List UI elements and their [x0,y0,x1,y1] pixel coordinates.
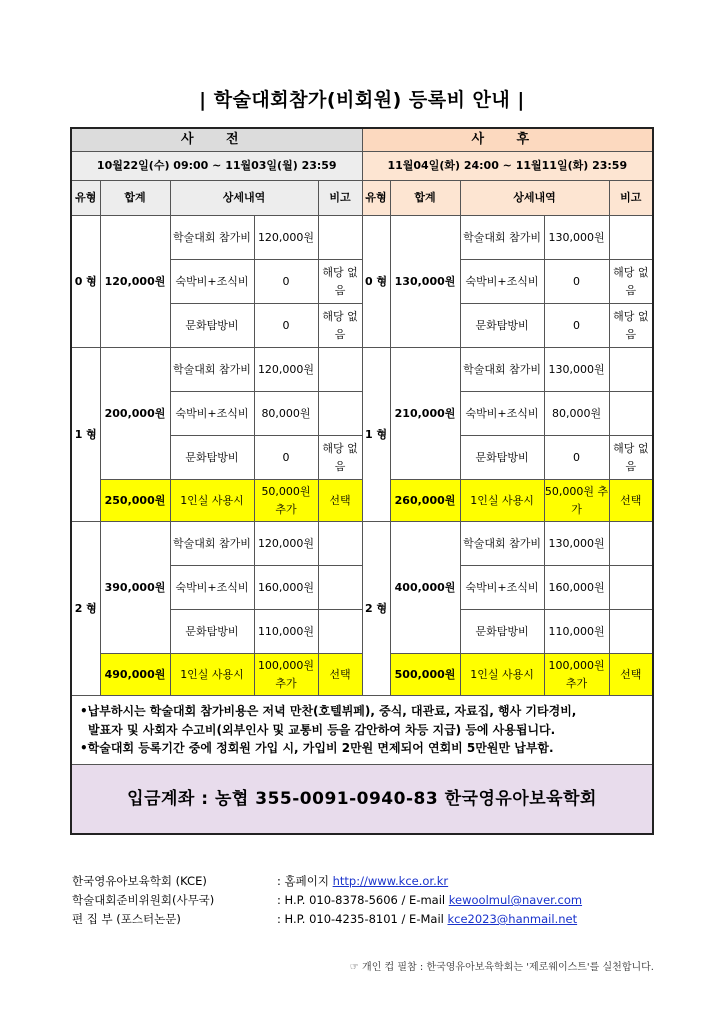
item-tour: 문화탐방비 [460,436,544,480]
item-fee: 학술대회 참가비 [460,522,544,566]
type-label: 1 형 [362,348,390,522]
item-lodging: 숙박비+조식비 [170,566,254,610]
note-cell [318,348,362,392]
note-cell: 해당 없음 [318,436,362,480]
note-cell: 해당 없음 [318,304,362,348]
value-cell: 160,000원 [544,566,609,610]
total-cell: 210,000원 [390,348,460,480]
contact-label: : 홈페이지 [277,874,333,888]
contact-org: 학술대회준비위원회(사무국) [72,893,215,907]
item-single: 1인실 사용시 [170,480,254,522]
email-link[interactable]: kewoolmul@naver.com [448,893,583,907]
choice-label: 선택 [609,480,653,522]
note-cell [609,610,653,654]
item-fee: 학술대회 참가비 [170,522,254,566]
post-header: 사 후 [362,128,653,152]
choice-label: 선택 [318,654,362,696]
note-cell [318,522,362,566]
note-line-2: 발표자 및 사회자 수고비(외부인사 및 교통비 등을 감안하여 차등 지급) 등에 사용됩니다. [88,722,556,737]
notes-box [71,696,653,765]
value-cell: 0 [544,260,609,304]
note-cell [318,392,362,436]
type-label: 0 형 [362,216,390,348]
value-cell: 0 [254,260,318,304]
value-cell: 110,000원 [544,610,609,654]
item-lodging: 숙박비+조식비 [460,566,544,610]
value-cell: 0 [254,304,318,348]
col-detail: 상세내역 [460,181,609,216]
type-label: 2 형 [362,522,390,696]
item-single: 1인실 사용시 [460,480,544,522]
single-room-total: 260,000원 [390,480,460,522]
contact-org: 한국영유아보육학회 (KCE) [72,874,207,888]
type-label: 0 형 [71,216,100,348]
item-fee: 학술대회 참가비 [460,348,544,392]
item-lodging: 숙박비+조식비 [460,260,544,304]
note-cell [318,216,362,260]
type-label: 1 형 [71,348,100,522]
note-line-3: •학술대회 등록기간 중에 정회원 가입 시, 가입비 2만원 면제되어 연회비 5만원만 납부함. [80,741,554,756]
fee-table [70,127,654,835]
col-detail: 상세내역 [170,181,318,216]
item-tour: 문화탐방비 [170,610,254,654]
note-cell: 해당 없음 [609,436,653,480]
item-single: 1인실 사용시 [170,654,254,696]
value-cell: 130,000원 [544,522,609,566]
col-total: 합계 [100,181,170,216]
item-single: 1인실 사용시 [460,654,544,696]
type-label: 2 형 [71,522,100,696]
col-type: 유형 [71,181,100,216]
item-tour: 문화탐방비 [460,610,544,654]
pre-header: 사 전 [71,128,362,152]
pre-dates: 10월22일(수) 09:00 ~ 11월03일(월) 23:59 [71,152,362,181]
note-line-1: •납부하시는 학술대회 참가비용은 저녁 만찬(호텔뷔페), 중식, 대관료, 자료집, 행사 기타경비, [80,704,577,718]
item-fee: 학술대회 참가비 [460,216,544,260]
single-room-add: 100,000원 추가 [544,654,609,696]
value-cell: 80,000원 [544,392,609,436]
item-lodging: 숙박비+조식비 [170,260,254,304]
total-cell: 130,000원 [390,216,460,348]
note-cell [609,348,653,392]
col-note: 비고 [318,181,362,216]
note-cell [609,392,653,436]
note-cell [318,610,362,654]
item-tour: 문화탐방비 [170,304,254,348]
single-room-add: 50,000원 추가 [254,480,318,522]
value-cell: 130,000원 [544,348,609,392]
contact-label: : H.P. 010-8378-5606 / E-mail [277,893,449,907]
total-cell: 200,000원 [100,348,170,480]
value-cell: 0 [544,436,609,480]
page-title: | 학술대회참가(비회원) 등록비 안내 | [199,89,525,111]
single-room-add: 100,000원 추가 [254,654,318,696]
total-cell: 390,000원 [100,522,170,654]
col-note: 비고 [609,181,653,216]
value-cell: 130,000원 [544,216,609,260]
value-cell: 80,000원 [254,392,318,436]
note-cell: 해당 없음 [609,260,653,304]
total-cell: 400,000원 [390,522,460,654]
item-tour: 문화탐방비 [170,436,254,480]
col-total: 합계 [390,181,460,216]
col-type: 유형 [362,181,390,216]
choice-label: 선택 [609,654,653,696]
contact-org: 편 집 부 (포스터논문) [72,912,181,926]
value-cell: 120,000원 [254,348,318,392]
total-cell: 120,000원 [100,216,170,348]
note-cell [609,216,653,260]
note-cell [318,566,362,610]
value-cell: 160,000원 [254,566,318,610]
value-cell: 0 [254,436,318,480]
choice-label: 선택 [318,480,362,522]
value-cell: 0 [544,304,609,348]
value-cell: 110,000원 [254,610,318,654]
single-room-total: 250,000원 [100,480,170,522]
footnote: ☞ 개인 컵 필참 : 한국영유아보육학회는 '제로웨이스트'를 실천합니다. [349,962,654,973]
note-cell [609,566,653,610]
note-cell: 해당 없음 [318,260,362,304]
single-room-total: 490,000원 [100,654,170,696]
homepage-link[interactable]: http://www.kce.or.kr [332,874,449,888]
item-fee: 학술대회 참가비 [170,216,254,260]
email-link[interactable]: kce2023@hanmail.net [447,912,578,926]
value-cell: 120,000원 [254,216,318,260]
post-dates: 11월04일(화) 24:00 ~ 11월11일(화) 23:59 [362,152,653,181]
item-tour: 문화탐방비 [460,304,544,348]
single-room-total: 500,000원 [390,654,460,696]
value-cell: 120,000원 [254,522,318,566]
note-cell: 해당 없음 [609,304,653,348]
item-lodging: 숙박비+조식비 [170,392,254,436]
single-room-add: 50,000원 추가 [544,480,609,522]
item-lodging: 숙박비+조식비 [460,392,544,436]
note-cell [609,522,653,566]
contact-label: : H.P. 010-4235-8101 / E-Mail [277,912,448,926]
bank-account: 입금계좌 : 농협 355-0091-0940-83 한국영유아보육학회 [71,764,653,834]
item-fee: 학술대회 참가비 [170,348,254,392]
